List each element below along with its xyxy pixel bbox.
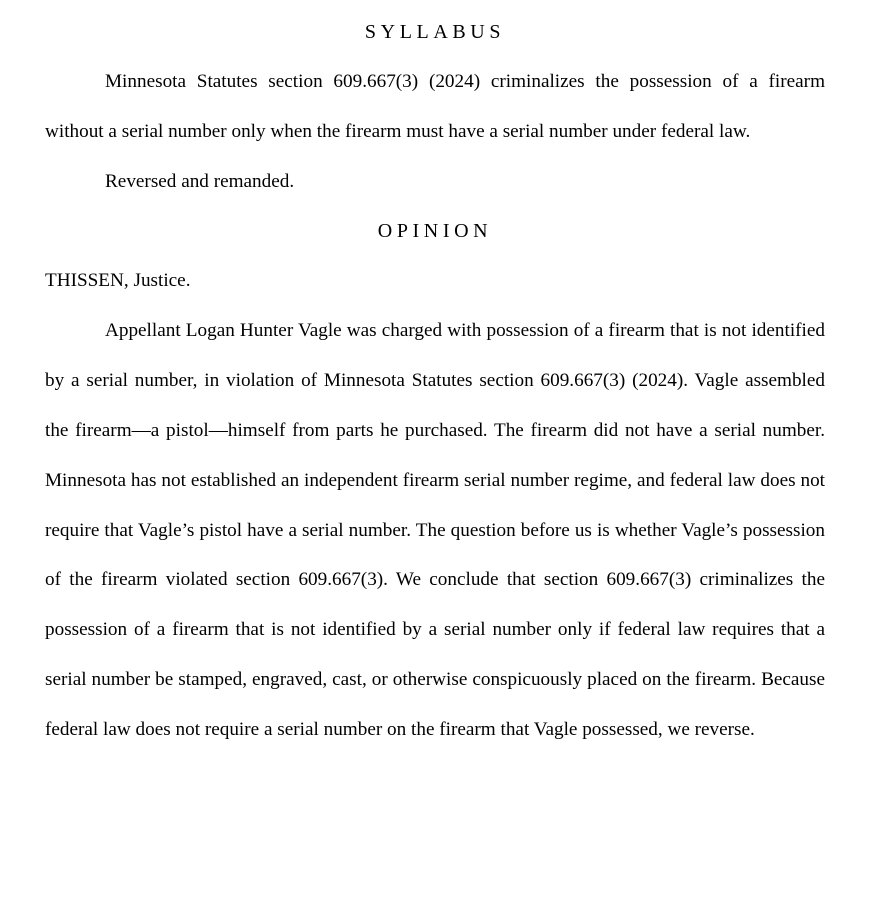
syllabus-holding: Minnesota Statutes section 609.667(3) (2024) criminalizes the possession of a firearm without a serial number only when the firearm must have a serial number under federal law. xyxy=(45,71,825,142)
opinion-paragraph: Appellant Logan Hunter Vagle was charged with possession of a firearm that is not identified by a serial number, in violation of Minnesota Statutes section 609.667(3) (2024). Vagle assembled the firearm—a pistol—himself from parts he purchased. The firearm did not have a serial number. Minnesota has not established an independent firearm serial number regime, and federal law does not require that Vagle’s pistol have a serial number. The question before us is whether Vagle’s possession of the firearm violated section 609.667(3). We conclude that section 609.667(3) criminalizes the possession of a firearm that is not identified by a serial number only if federal law requires that a serial number be stamped, engraved, cast, or otherwise conspicuously placed on the firearm. Because federal law does not require a serial number on the firearm that Vagle possessed, we reverse. xyxy=(45,320,825,740)
syllabus-disposition: Reversed and remanded. xyxy=(105,170,295,192)
opinion-author: THISSEN, Justice. xyxy=(45,270,191,292)
document-page xyxy=(45,0,825,755)
opinion-heading: OPINION xyxy=(377,220,493,243)
syllabus-heading: SYLLABUS xyxy=(364,21,506,43)
